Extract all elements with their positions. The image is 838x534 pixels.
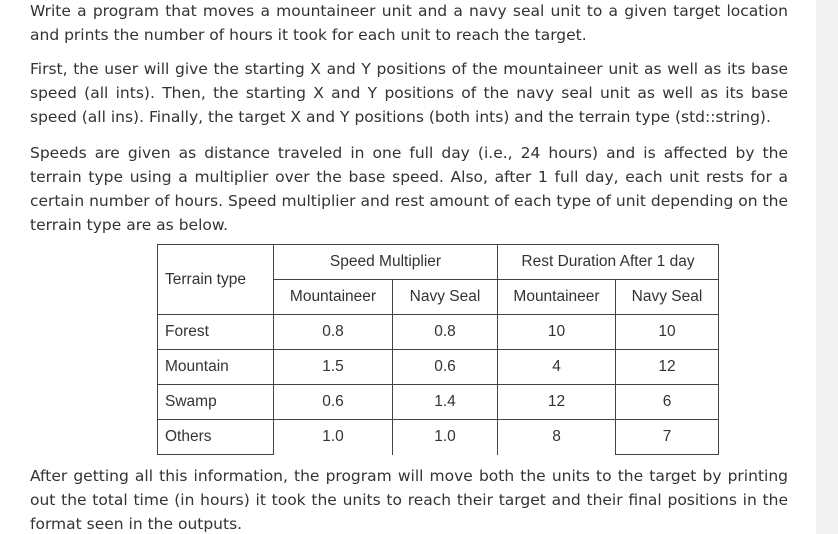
subheader-speed-mountaineer: Mountaineer [274, 280, 393, 315]
rest-mountaineer-cell: 12 [498, 385, 616, 420]
rest-mountaineer-cell: 8 [498, 420, 616, 455]
rest-navy-seal-cell: 10 [616, 315, 719, 350]
scrollbar-track[interactable] [816, 0, 838, 534]
rest-navy-seal-cell: 7 [616, 420, 719, 455]
rest-navy-seal-cell: 6 [616, 385, 719, 420]
input-paragraph: First, the user will give the starting X and Y positions of the mountaineer unit as well as its base speed (all ints). Then, the starting X and Y positions of the navy seal unit as well as its base speed (all ins). Finally, the target X and Y positions (both ints) and the terrain type (std::string). [30, 60, 788, 126]
rest-navy-seal-cell: 12 [616, 350, 719, 385]
speed-mountaineer-cell: 1.5 [274, 350, 393, 385]
terrain-cell: Forest [158, 315, 274, 350]
speed-navy-seal-cell: 0.8 [393, 315, 498, 350]
table-row [158, 315, 719, 350]
speed-mountaineer-cell: 0.6 [274, 385, 393, 420]
speed-navy-seal-cell: 1.0 [393, 420, 498, 455]
table-header-row [158, 245, 719, 280]
terrain-type-header: Terrain type [158, 245, 274, 315]
table-row [158, 420, 719, 455]
speed-mountaineer-cell: 0.8 [274, 315, 393, 350]
subheader-speed-navy-seal: Navy Seal [393, 280, 498, 315]
table-row [158, 350, 719, 385]
terrain-cell: Swamp [158, 385, 274, 420]
rest-mountaineer-cell: 4 [498, 350, 616, 385]
terrain-cell: Others [158, 420, 274, 455]
speed-navy-seal-cell: 0.6 [393, 350, 498, 385]
speed-multiplier-header: Speed Multiplier [274, 245, 498, 280]
subheader-rest-mountaineer: Mountaineer [498, 280, 616, 315]
after-paragraph: After getting all this information, the program will move both the units to the target by printing out the total time (in hours) it took the units to reach their target and their final positions in the format seen in the outputs. [30, 467, 788, 533]
speed-navy-seal-cell: 1.4 [393, 385, 498, 420]
terrain-table [157, 244, 719, 455]
intro-paragraph: Write a program that moves a mountaineer unit and a navy seal unit to a given target location and prints the number of hours it took for each unit to reach the target. [30, 2, 788, 44]
table-row [158, 385, 719, 420]
speed-mountaineer-cell: 1.0 [274, 420, 393, 455]
terrain-cell: Mountain [158, 350, 274, 385]
rest-duration-header: Rest Duration After 1 day [498, 245, 719, 280]
speeds-paragraph: Speeds are given as distance traveled in one full day (i.e., 24 hours) and is affected by the terrain type using a multiplier over the base speed. Also, after 1 full day, each unit rests for a certain number of hours. Speed multiplier and rest amount of each type of unit depending on the terrain type are as below. [30, 144, 788, 234]
subheader-rest-navy-seal: Navy Seal [616, 280, 719, 315]
rest-mountaineer-cell: 10 [498, 315, 616, 350]
